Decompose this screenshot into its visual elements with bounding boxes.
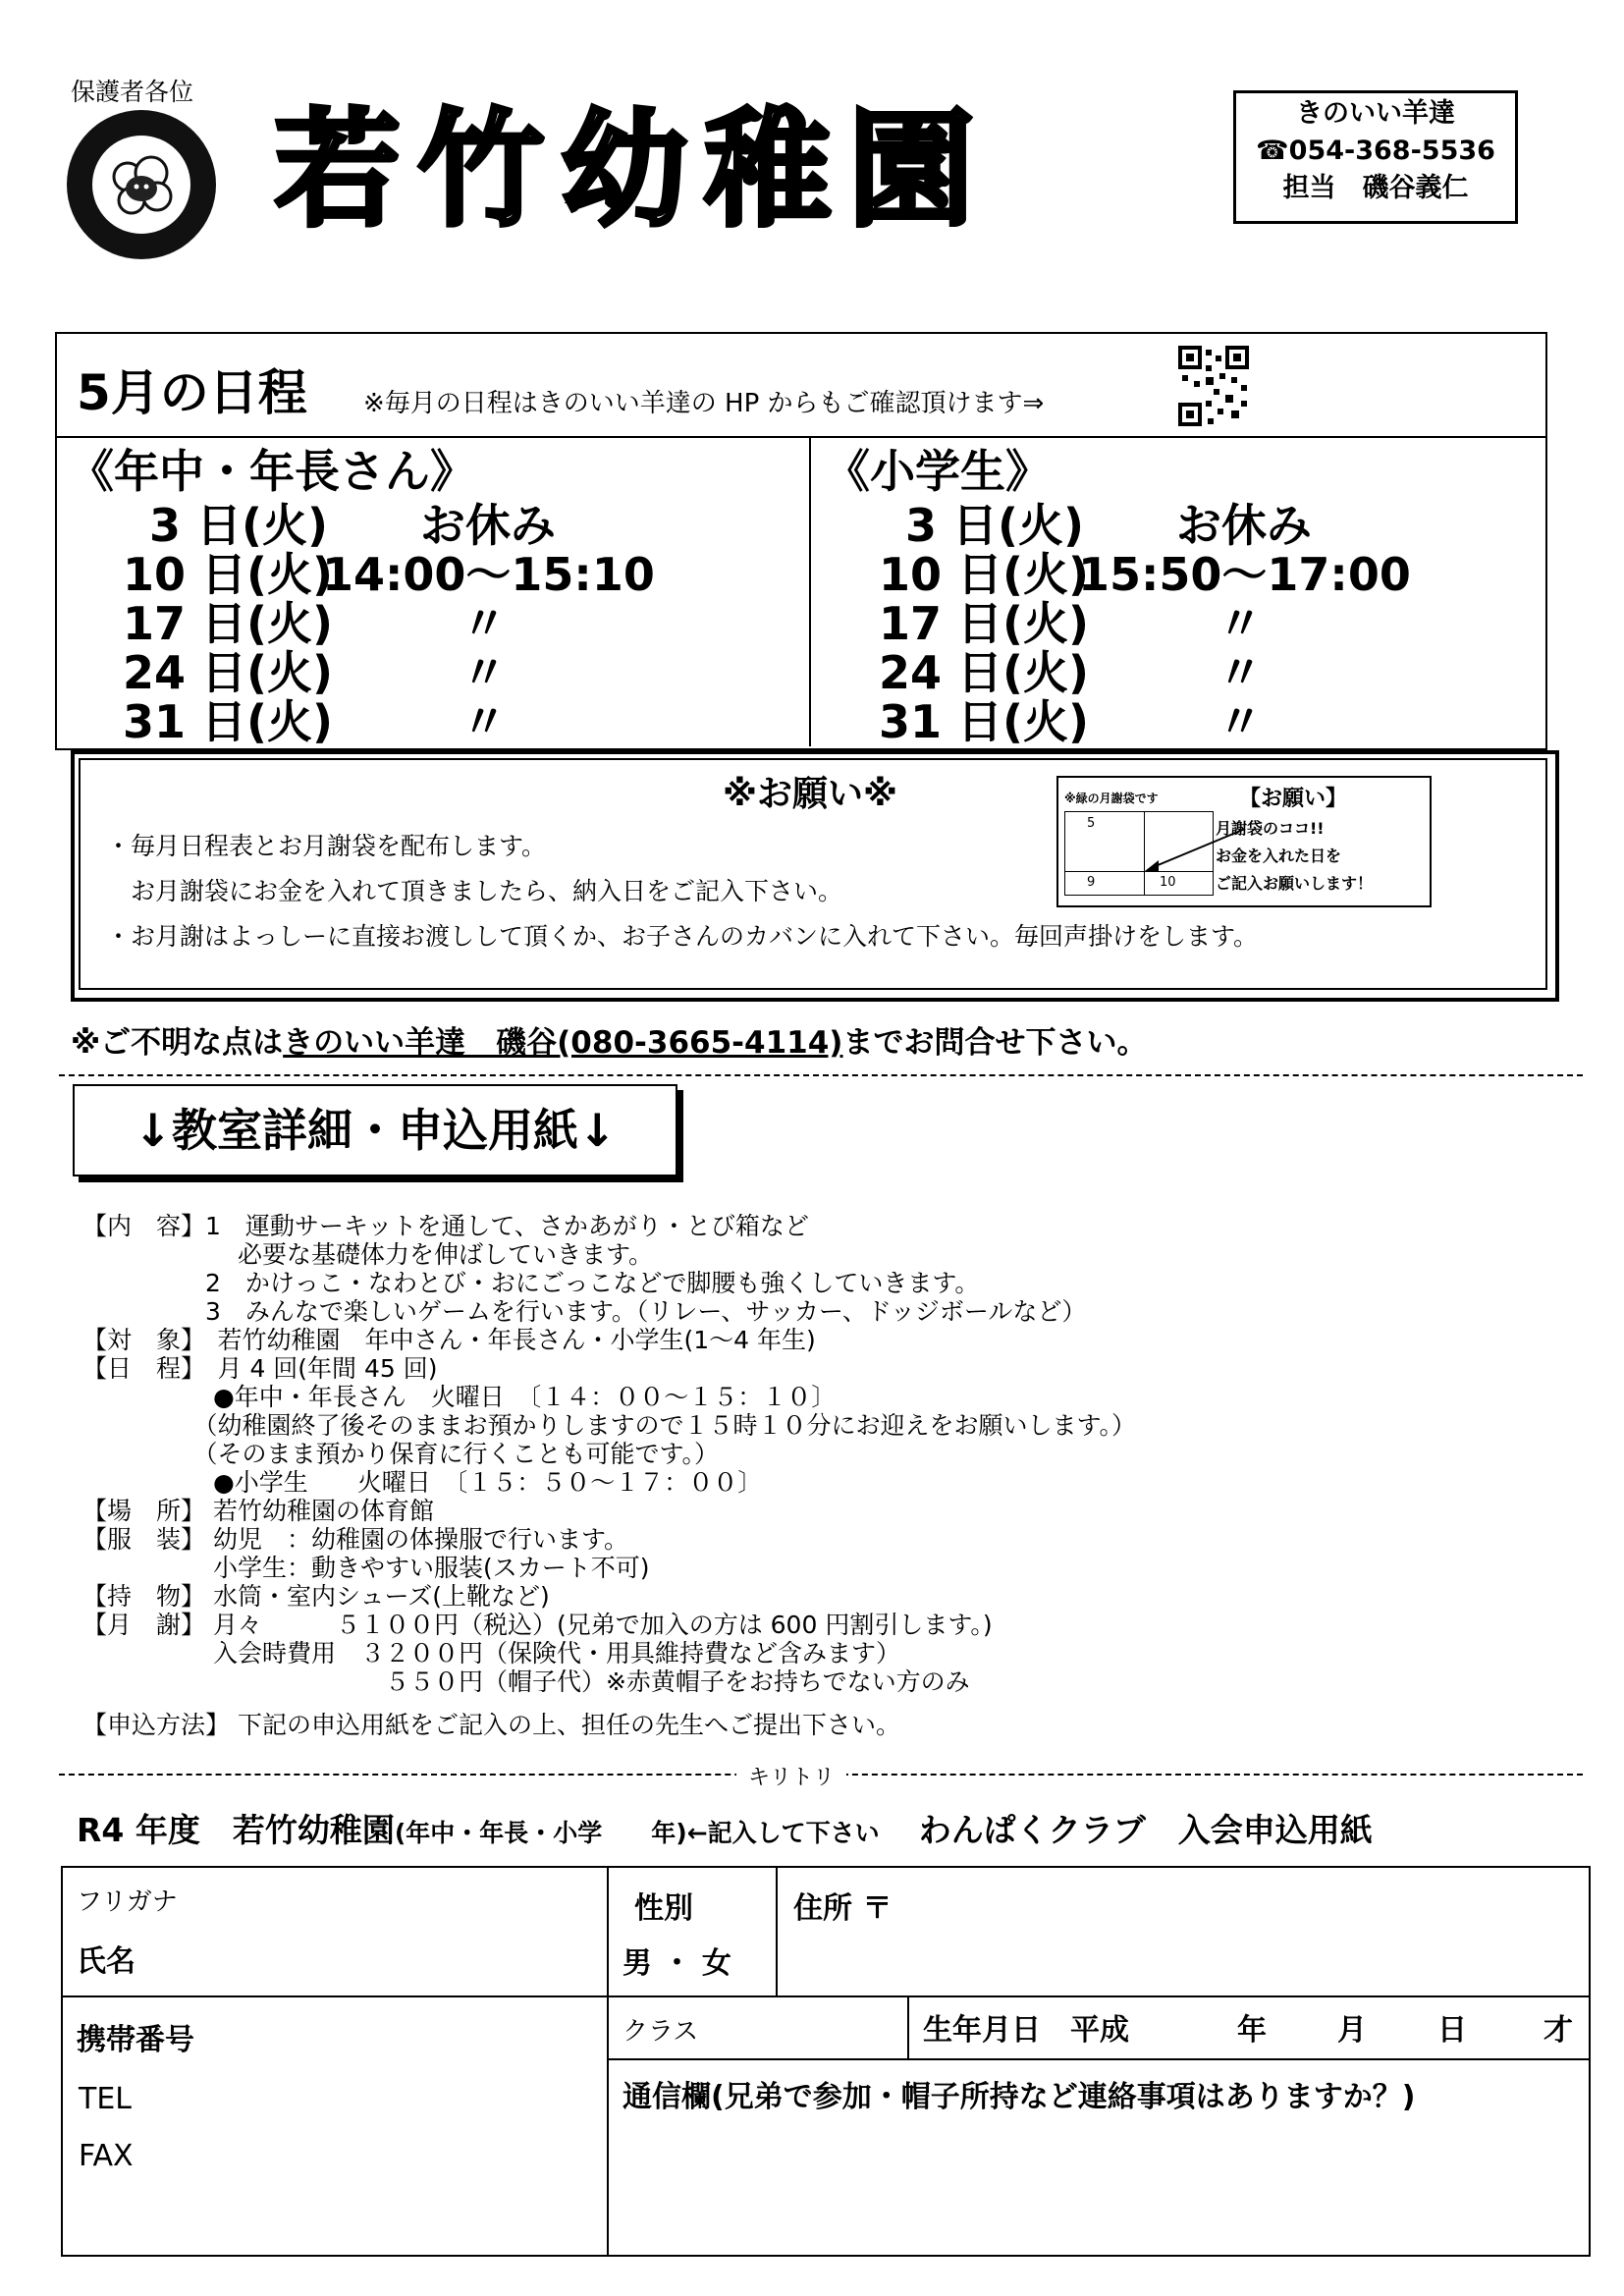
age-label: 才 [1543,2013,1573,2048]
application-title [77,1805,1373,1851]
detail-line: （幼稚園終了後そのままお預かりしますので１５時１０分にお迎えをお願いします。） [82,1411,1137,1440]
name-label: 氏名 [77,1944,135,1979]
detail-line: 【内 容】1 運動サーキットを通して、さかあがり・とび箱など [82,1212,809,1240]
birthday-day-label: 日 [1437,2013,1467,2048]
detail-line: 必要な基礎体力を伸ばしていきます。 [82,1240,653,1269]
birthday-month-label: 月 [1337,2013,1367,2048]
contact-org: きのいい羊達 [1296,98,1455,129]
detail-line: 【場 所】 若竹幼稚園の体育館 [82,1497,434,1525]
application-form [61,1866,1591,2257]
schedule-row [825,648,1532,697]
furigana-label: フリガナ [77,1887,178,1917]
detail-line: 3 みんなで楽しいゲームを行います。（リレー、サッカー、ドッジボールなど） [82,1297,1087,1326]
comms-label: 通信欄(兄弟で参加・帽子所持など連絡事項はありますか？) [623,2080,1416,2114]
application-class-note: (年中・年長・小学 年)←記入して下さい [394,1819,880,1847]
notice-title: ※お願い※ [723,774,897,814]
schedule-note: ※毎月の日程はきのいい羊達の HP からもご確認頂けます⇒ [363,389,1045,418]
schedule-date: 17 日(火) [123,597,334,650]
schedule-date: 24 日(火) [123,646,334,699]
mobile-label: 携帯番号 [77,2023,194,2057]
schedule-date: 3 日(火) [905,499,1085,552]
application-year-school: R4 年度 若竹幼稚園 [77,1811,395,1849]
detail-line: （そのまま預かり保育に行くことも可能です。） [82,1440,720,1468]
schedule-date: 10 日(火) [879,548,1090,601]
gender-label: 性別 [634,1891,693,1926]
birthday-year-label: 年 [1237,2013,1267,2048]
detail-line: ５５０円（帽子代）※赤黄帽子をお持ちでない方のみ [82,1667,970,1696]
kindergarten-title: 若竹幼稚園 [275,97,993,244]
envelope-grid-number: 5 [1087,816,1096,831]
contact-box [1233,90,1518,224]
tel-label: TEL [79,2082,132,2116]
notice-line: お月謝袋にお金を入れて頂きましたら、納入日をご記入下さい。 [106,877,843,905]
schedule-row [69,501,795,550]
detail-line: 【服 装】 幼児 ：幼稚園の体操服で行います。 [82,1525,628,1554]
schedule-date: 10 日(火) [123,548,334,601]
schedule-time: 〃 [461,646,507,699]
envelope-title: 【お願い】 [1239,787,1348,811]
schedule-time: 〃 [1218,646,1263,699]
birthday-label: 生年月日 平成 [923,2013,1129,2048]
schedule-row [69,599,795,648]
class-label: クラス [623,2017,699,2047]
schedule-kinder-heading: 《年中・年長さん》 [69,445,475,498]
schedule-row [825,697,1532,746]
contact-person: 担当 磯谷義仁 [1282,173,1469,203]
schedule-column-divider [809,438,811,746]
schedule-time: 〃 [461,597,507,650]
qr-code-icon [1178,346,1249,426]
gender-options[interactable]: 男 ・ 女 [623,1946,731,1981]
form-grid-line [776,1868,778,1995]
envelope-instruction-line: お金を入れた日を [1216,847,1342,865]
detail-line: 【月 謝】 月々 ５１００円（税込）(兄弟で加入の方は 600 円割引します。) [82,1611,993,1639]
schedule-time: お休み [420,499,556,552]
address-label: 住所 〒 [793,1891,893,1926]
schedule-date: 31 日(火) [123,695,334,748]
schedule-row [69,550,795,599]
envelope-instruction-line: 月謝袋のココ!! [1216,819,1325,838]
schedule-row [825,550,1532,599]
form-grid-line [607,1868,609,2255]
detail-line: ●年中・年長さん 火曜日 〔１４：００～１５：１０〕 [82,1383,837,1411]
cut-label: キリトリ [736,1761,846,1791]
schedule-date: 31 日(火) [879,695,1090,748]
dashed-divider [59,1074,1583,1076]
schedule-time: 15:50～17:00 [1078,548,1411,601]
schedule-row [825,599,1532,648]
detail-line: 小学生：動きやすい服装(スカート不可) [82,1554,650,1582]
form-grid-line [63,1995,1589,1997]
schedule-row [69,648,795,697]
schedule-date: 3 日(火) [149,499,329,552]
application-form-name: わんぱくクラブ 入会申込用紙 [918,1811,1373,1849]
detail-line: 【申込方法】 下記の申込用紙をご記入の上、担任の先生へご提出下さい。 [82,1711,900,1739]
detail-line: 2 かけっこ・なわとび・おにごっこなどで脚腰も強くしていきます。 [82,1269,980,1297]
schedule-time: お休み [1176,499,1312,552]
schedule-elementary-heading: 《小学生》 [825,445,1051,498]
schedule-time: 14:00～15:10 [322,548,655,601]
envelope-instructions [1216,815,1373,898]
form-grid-line [907,1995,909,2058]
schedule-time: 〃 [1218,597,1263,650]
contact-phone: ☎054-368-5536 [1256,136,1495,166]
detail-line: ●小学生 火曜日 〔１５：５０～１７：００〕 [82,1468,763,1497]
schedule-elementary-column [825,436,1532,746]
schedule-row [825,501,1532,550]
inquiry-prefix: ※ご不明な点は [71,1025,284,1061]
envelope-caption: ※緑の月謝袋です [1064,792,1159,805]
detail-line: 【対 象】 若竹幼稚園 年中さん・年長さん・小学生(1～4 年生) [82,1326,816,1354]
schedule-time: 〃 [1218,695,1263,748]
form-grid-line [607,2058,1589,2060]
schedule-kinder-column [69,436,795,746]
detail-line: 【日 程】 月 4 回(年間 45 回) [82,1354,438,1383]
recipient-label: 保護者各位 [71,78,194,106]
sheep-logo-icon [63,106,220,263]
envelope-grid-number: 10 [1160,875,1176,890]
inquiry-contact: きのいい羊達 磯谷(080-3665-4114) [283,1025,843,1061]
schedule-time: 〃 [461,695,507,748]
schedule-title: 5月の日程 [77,364,307,421]
detail-line: 【持 物】 水筒・室内シューズ(上靴など) [82,1582,550,1611]
inquiry-line [71,1017,1147,1062]
notice-line: ・お月謝はよっしーに直接お渡しして頂くか、お子さんのカバンに入れて下さい。毎回声掛けをします。 [106,922,1259,951]
detail-line: 入会時費用 ３２００円（保険代・用具維持費など含みます） [82,1639,900,1667]
fax-label: FAX [79,2139,134,2173]
schedule-date: 17 日(火) [879,597,1090,650]
envelope-illustration [1056,776,1432,907]
schedule-date: 24 日(火) [879,646,1090,699]
details-heading: ↓教室詳細・申込用紙↓ [73,1084,677,1176]
envelope-grid-number: 9 [1087,875,1096,890]
inquiry-suffix: までお問合せ下さい。 [842,1025,1148,1061]
schedule-row [69,697,795,746]
notice-line: ・毎月日程表とお月謝袋を配布します。 [106,832,547,860]
envelope-instruction-line: ご記入お願いします！ [1216,874,1374,893]
